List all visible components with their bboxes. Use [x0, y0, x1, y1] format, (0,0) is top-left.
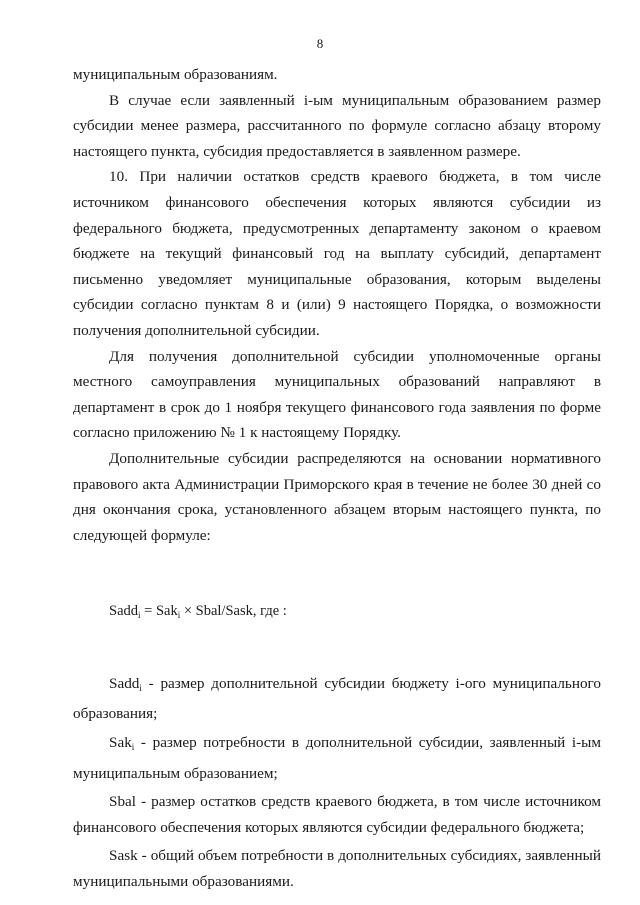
paragraph-distribution: Дополнительные субсидии распределяются на основании нормативного правового акта Администрации Приморского края в течение не более 30 дней со дня окончания срока, установленного абзацем вторым настоящего пункта, по следующей формуле: — [73, 449, 601, 544]
definition-sak: Sak$_i$ - размер потребности в дополнительной субсидии, заявленный i-ым муниципальным образованием; — [73, 734, 601, 782]
definition-sadd: Sadd$_i$ - размер дополнительной субсидии бюджету i-ого муниципального образования; — [73, 674, 601, 723]
formula — [73, 599, 601, 629]
definition-sask: Sask - общий объем потребности в дополнительных субсидиях, заявленный муниципальными образованиями. — [73, 847, 601, 891]
formula-rest: × Sbal/Sask, где : — [180, 603, 287, 620]
paragraph-item-10: 10. При наличии остатков средств краевого бюджета, в том числе источником финансового обеспечения которых являются субсидии из федерального бюджета, предусмотренных департаменту законом о краевом бюджете на текущий финансовый год на выплату субсидий, департамент письменно уведомляет муниципальные образования, которым выделены субсидии согласно пунктам 8 и (или) 9 настоящего Порядка, о возможности получения дополнительной субсидии. — [73, 168, 601, 339]
document-body — [73, 62, 601, 895]
paragraph-declared-amount: В случае если заявленный i-ым муниципальным образованием размер субсидии менее размера, рассчитанного по формуле согласно абзацу второму настоящего пункта, субсидия предоставляется в заявленном размере. — [73, 91, 601, 160]
formula-equals: = — [140, 603, 156, 620]
definition-sbal: Sbal - размер остатков средств краевого бюджета, в том числе источником финансового обеспечения которых являются субсидии федерального бюджета; — [73, 793, 601, 836]
page-number: 8 — [316, 36, 324, 51]
paragraph-application: Для получения дополнительной субсидии уполномоченные органы местного самоуправления муниципальных образований направляют в департамент в срок до 1 ноября текущего финансового года заявления по форме согласно приложению № 1 к настоящему Порядку. — [73, 347, 601, 442]
formula-term: Sak — [155, 603, 178, 620]
formula-lhs: Sadd — [109, 603, 138, 620]
definitions-list — [73, 671, 601, 895]
paragraph-continuation: муниципальным образованиям. — [73, 66, 278, 83]
formula-term-subscript: i — [177, 610, 181, 621]
formula-lhs-subscript: i — [138, 610, 141, 621]
